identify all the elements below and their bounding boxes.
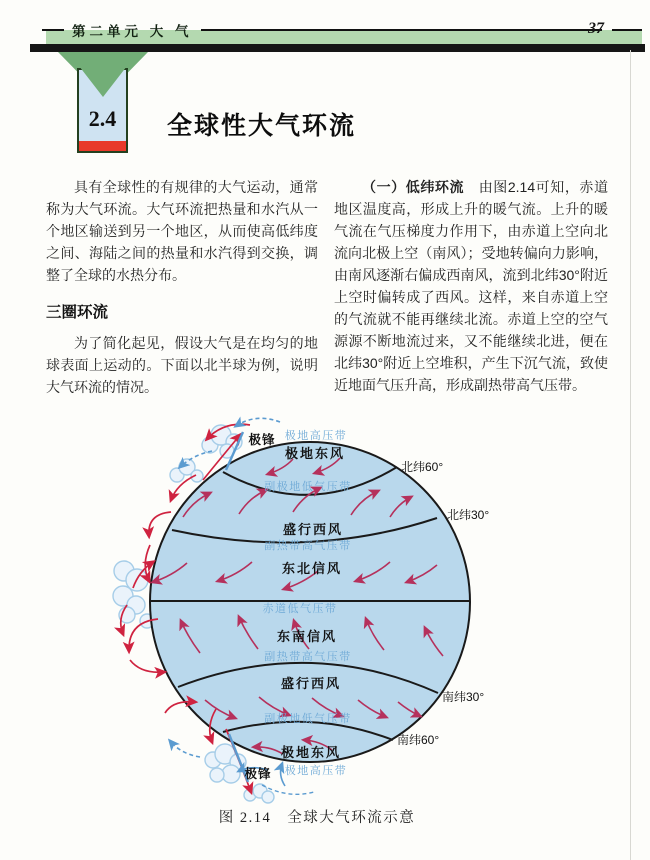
belt-polar-high-south: 极地高压带	[284, 765, 348, 777]
unit-title: 第二单元 大 气	[72, 24, 193, 39]
page-number: 37	[588, 20, 604, 37]
belt-subtropical-high-south: 副热带高气压带	[264, 651, 352, 663]
wind-westerlies-north: 盛行西风	[282, 522, 344, 537]
wind-polar-easterlies-north: 极地东风	[284, 446, 346, 461]
belt-subpolar-low-south: 副极地低气压带	[264, 713, 352, 725]
circulation-figure	[0, 413, 650, 813]
section-number: 2.4	[88, 106, 117, 131]
label-60n: 北纬60°	[401, 460, 444, 474]
section-badge-red-strip	[79, 141, 126, 151]
belt-subpolar-low-north: 副极地低气压带	[264, 481, 352, 493]
header	[42, 21, 602, 39]
figure-caption: 图 2.14 全球大气环流示意	[218, 810, 416, 826]
wind-westerlies-south: 盛行西风	[280, 676, 342, 691]
low-latitude-body: 由图2.14可知，赤道地区温度高，形成上升的暖气流。上升的暖气流在气压梯度力作用下，由赤道上空向北流向北极上空（南风）；受地转偏向力影响，由南风逐渐右偏成西南风，流到北纬30°附近上空时偏转成了西风。这样，来自赤道上空的气流就不能再继续北流。赤道上空的空气源源不断地流过来，又不能继续北进，便在北纬30°附近上空堆积，产生下沉气流，致使近地面气压升高，形成副热带高气压带。	[334, 179, 609, 393]
low-latitude-lead: （一）低纬环流	[362, 179, 465, 195]
header-rule-mid	[201, 29, 602, 31]
polar-front-label-south: 极锋	[244, 767, 272, 781]
cloud-equator-left	[113, 561, 154, 628]
belt-polar-high-north: 极地高压带	[284, 430, 348, 442]
section-title: 全球性大气环流	[167, 112, 357, 140]
wind-northeast-trades: 东北信风	[281, 561, 343, 576]
label-30n: 北纬30°	[447, 508, 490, 522]
left-column	[46, 176, 318, 398]
three-cell-paragraph: 为了简化起见，假设大气是在均匀的地球表面上运动的。下面以北半球为例，说明大气环流的情况。	[46, 335, 318, 395]
header-rule-right	[612, 29, 642, 31]
right-column	[334, 176, 608, 396]
circulation-diagram	[0, 413, 650, 813]
low-latitude-paragraph	[334, 176, 608, 396]
polar-front-label-north: 极锋	[248, 433, 276, 447]
wind-southeast-trades: 东南信风	[276, 629, 338, 644]
belt-subtropical-high-north: 副热带高气压带	[264, 540, 352, 552]
label-30s: 南纬30°	[442, 690, 485, 704]
label-60s: 南纬60°	[397, 733, 440, 747]
section-badge-inner-triangle	[79, 66, 127, 97]
subheading-three-cell: 三圈环流	[46, 304, 109, 321]
intro-paragraph: 具有全球性的有规律的大气运动，通常称为大气环流。大气环流把热量和水汽从一个地区输送到另一个地区，从而使高低纬度之间、海陆之间的热量和水汽得到交换，调整了全球的水热分布。	[46, 179, 318, 283]
wind-polar-easterlies-south: 极地东风	[280, 745, 342, 760]
cloud-north-top	[202, 425, 242, 458]
belt-equatorial-low: 赤道低气压带	[262, 603, 338, 615]
header-rule-left	[42, 29, 64, 31]
header-black-bar	[30, 44, 645, 52]
